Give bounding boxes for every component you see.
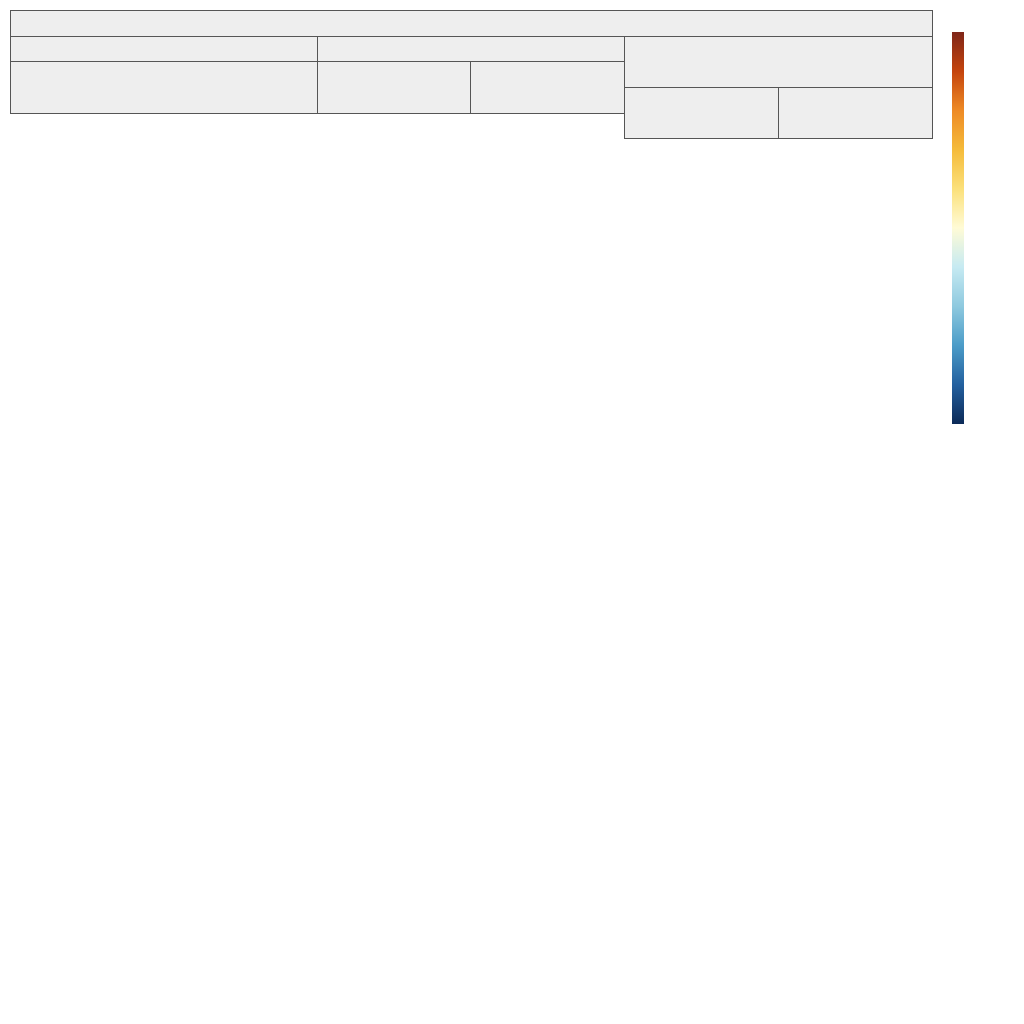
colorbar-bar bbox=[952, 32, 964, 424]
colorbar bbox=[0, 0, 1024, 440]
